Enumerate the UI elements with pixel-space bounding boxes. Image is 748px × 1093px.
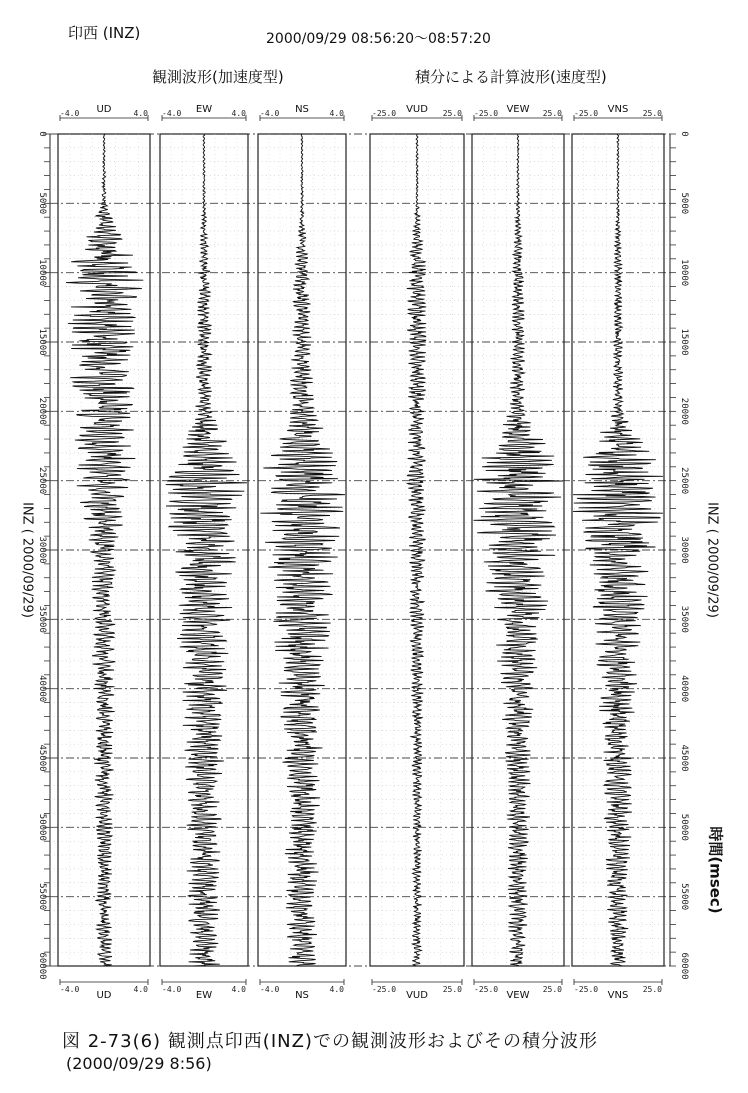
scale-max-label: 25.0 xyxy=(642,985,662,994)
channel-label-bottom: VUD xyxy=(406,990,428,1001)
channel-label-top: EW xyxy=(195,104,213,115)
scale-min-label: -4.0 xyxy=(162,985,182,994)
time-tick-label-right: 20000 xyxy=(679,397,689,425)
time-tick-label-left: 55000 xyxy=(37,883,47,911)
scale-min-label: -4.0 xyxy=(260,109,280,118)
scale-max-label: 25.0 xyxy=(542,109,562,118)
acceleration-group-title: 観測波形(加速度型) xyxy=(152,68,284,86)
channel-label-top: VNS xyxy=(607,104,629,115)
time-tick-label-left: 50000 xyxy=(37,813,47,841)
channel-label-top: NS xyxy=(295,104,309,115)
record-datetime: 2000/09/29 08:56:20〜08:57:20 xyxy=(266,31,491,47)
scale-min-label: -25.0 xyxy=(372,109,397,118)
scale-min-label: -25.0 xyxy=(474,109,499,118)
station-label: 印西 (INZ) xyxy=(68,24,141,42)
scale-min-label: -4.0 xyxy=(260,985,280,994)
channel-label-bottom: VEW xyxy=(506,990,530,1001)
time-tick-label-left: 60000 xyxy=(37,952,47,980)
time-tick-label-left: 25000 xyxy=(37,467,47,495)
channel-label-bottom: VNS xyxy=(607,990,629,1001)
time-tick-label-left: 10000 xyxy=(37,259,47,287)
figure-caption-date: (2000/09/29 8:56) xyxy=(66,1054,212,1073)
time-tick-label-right: 5000 xyxy=(679,192,689,215)
time-tick-label-right: 30000 xyxy=(679,536,689,564)
time-tick-label-left: 20000 xyxy=(37,397,47,425)
scale-min-label: -25.0 xyxy=(474,985,499,994)
time-tick-label-left: 35000 xyxy=(37,605,47,633)
scale-max-label: 4.0 xyxy=(329,109,344,118)
scale-min-label: -25.0 xyxy=(574,985,599,994)
time-unit-label: 時間(msec) xyxy=(706,826,725,914)
scale-max-label: 25.0 xyxy=(442,985,462,994)
time-tick-label-right: 25000 xyxy=(679,467,689,495)
scale-max-label: 25.0 xyxy=(442,109,462,118)
scale-max-label: 25.0 xyxy=(642,109,662,118)
time-tick-label-right: 15000 xyxy=(679,328,689,356)
scale-max-label: 4.0 xyxy=(329,985,344,994)
scale-min-label: -4.0 xyxy=(60,109,80,118)
scale-min-label: -4.0 xyxy=(60,985,80,994)
velocity-group-title: 積分による計算波形(速度型) xyxy=(415,68,607,86)
time-tick-label-right: 40000 xyxy=(679,675,689,703)
scale-max-label: 4.0 xyxy=(231,985,246,994)
scale-min-label: -4.0 xyxy=(162,109,182,118)
time-tick-label-left: 15000 xyxy=(37,328,47,356)
time-tick-label-right: 50000 xyxy=(679,813,689,841)
time-tick-label-right: 0 xyxy=(679,131,689,137)
time-tick-label-left: 45000 xyxy=(37,744,47,772)
scale-min-label: -25.0 xyxy=(372,985,397,994)
time-tick-label-right: 10000 xyxy=(679,259,689,287)
channel-label-bottom: EW xyxy=(195,990,213,1001)
channel-label-bottom: NS xyxy=(295,990,309,1001)
time-tick-label-left: 30000 xyxy=(37,536,47,564)
scale-min-label: -25.0 xyxy=(574,109,599,118)
scale-max-label: 4.0 xyxy=(133,985,148,994)
time-tick-label-left: 0 xyxy=(37,131,47,137)
channel-label-top: UD xyxy=(96,104,112,115)
time-tick-label-right: 55000 xyxy=(679,883,689,911)
figure-caption: 図 2-73(6) 観測点印西(INZ)での観測波形およびその積分波形 xyxy=(62,1031,598,1052)
channel-label-bottom: UD xyxy=(96,990,112,1001)
time-tick-label-left: 5000 xyxy=(37,192,47,215)
channel-label-top: VUD xyxy=(406,104,428,115)
left-axis-label: INZ ( 2000/09/29) xyxy=(19,502,35,618)
time-tick-label-left: 40000 xyxy=(37,675,47,703)
channel-label-top: VEW xyxy=(506,104,530,115)
time-tick-label-right: 60000 xyxy=(679,952,689,980)
time-tick-label-right: 45000 xyxy=(679,744,689,772)
time-tick-label-right: 35000 xyxy=(679,605,689,633)
right-axis-label: INZ ( 2000/09/29) xyxy=(704,502,720,618)
scale-max-label: 4.0 xyxy=(231,109,246,118)
scale-max-label: 4.0 xyxy=(133,109,148,118)
scale-max-label: 25.0 xyxy=(542,985,562,994)
